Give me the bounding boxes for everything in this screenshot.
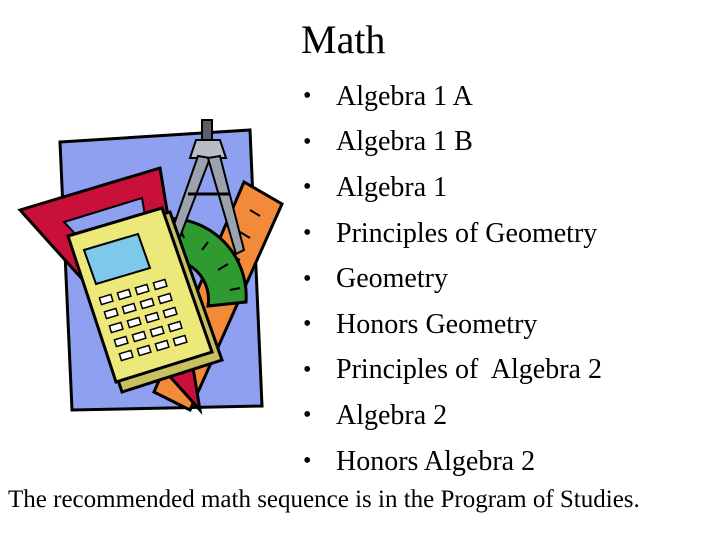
list-item [303,393,602,439]
list-item-label: Algebra 1 A [336,80,473,112]
list-item [303,120,602,166]
list-item [303,74,602,120]
list-item-label: Algebra 1 B [336,126,473,158]
list-item [303,211,602,257]
bullet-icon: • [303,402,312,429]
list-item [303,256,602,302]
bullet-icon: • [303,356,312,383]
list-item-label: Principles of Geometry [336,217,598,249]
list-item-label: Geometry [336,263,448,295]
list-item-label: Honors Geometry [336,308,538,340]
slide-title: Math [301,17,386,62]
bullet-icon: • [303,448,312,475]
list-item [303,165,602,211]
course-list [303,74,602,484]
bullet-icon: • [303,174,312,201]
list-item [303,348,602,394]
list-item-label: Principles of Algebra 2 [336,354,602,386]
bullet-icon: • [303,311,312,338]
math-tools-clipart-icon [12,110,302,415]
bullet-icon: • [303,265,312,292]
list-item-label: Algebra 1 [336,171,448,203]
list-item [303,439,602,485]
bullet-icon: • [303,220,312,247]
list-item-label: Honors Algebra 2 [336,445,536,477]
list-item-label: Algebra 2 [336,399,448,431]
bullet-icon: • [303,83,312,110]
list-item [303,302,602,348]
bullet-icon: • [303,128,312,155]
footer-note: The recommended math sequence is in the Program of Studies. [8,486,640,513]
